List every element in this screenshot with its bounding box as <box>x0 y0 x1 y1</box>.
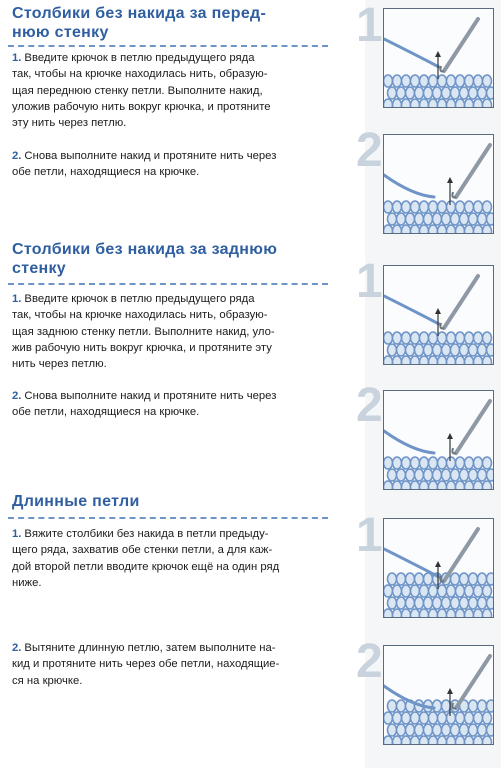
step-number: 1. <box>12 528 22 540</box>
step-text-line: Введите крючок в петлю предыдущего ряда <box>24 52 255 64</box>
step-text-line: эту нить через петлю. <box>12 117 127 130</box>
figure-number: 2 <box>356 124 383 177</box>
section-divider <box>8 283 328 285</box>
step-number: 2. <box>12 150 22 162</box>
crochet-drawing <box>384 266 493 364</box>
step-text-line: ся на крючке. <box>12 674 83 687</box>
section-title-front-loop <box>12 4 266 42</box>
section-title-line: Столбики без накида за перед- <box>12 5 267 22</box>
step-text-line: ниже. <box>12 576 42 589</box>
step-text-line: Снова выполните накид и протяните нить через <box>24 390 277 402</box>
step-number: 1. <box>12 293 22 305</box>
step-text-line: дой второй петли вводите крючок ещё на один ряд <box>12 560 280 573</box>
step-text-line <box>12 388 317 404</box>
crochet-drawing <box>384 391 493 489</box>
section-divider <box>8 517 328 519</box>
step-2-text <box>12 148 317 181</box>
step-1-text <box>12 291 317 372</box>
step-text-line: кид и протяните нить через обе петли, находящие- <box>12 658 280 671</box>
step-text-line: уложив рабочую нить вокруг крючка, и протяните <box>12 100 271 113</box>
section-title-back-loop <box>12 240 277 278</box>
figure-number: 1 <box>356 255 383 308</box>
step-1-text <box>12 50 317 131</box>
step-text-line <box>12 640 317 656</box>
crochet-illustration <box>383 8 494 108</box>
step-text-line: так, чтобы на крючке находилась нить, образую- <box>12 309 268 322</box>
section-title-line: нюю стенку <box>12 24 109 41</box>
step-text-line: Вытяните длинную петлю, затем выполните на- <box>24 642 276 654</box>
crochet-illustration <box>383 518 494 618</box>
step-text-line: щего ряда, захватив обе стенки петли, а для каж- <box>12 544 273 557</box>
step-text-line: обе петли, находящиеся на крючке. <box>12 406 200 419</box>
step-2-text <box>12 388 317 421</box>
step-1-text <box>12 526 317 591</box>
section-title-long-loops <box>12 492 140 511</box>
step-number: 2. <box>12 642 22 654</box>
step-text-line: Введите крючок в петлю предыдущего ряда <box>24 293 255 305</box>
step-text-line <box>12 50 317 66</box>
crochet-illustration <box>383 265 494 365</box>
figure-number: 1 <box>356 509 383 562</box>
step-number: 1. <box>12 52 22 64</box>
crochet-drawing <box>384 646 493 744</box>
step-number: 2. <box>12 390 22 402</box>
step-2-text <box>12 640 317 689</box>
section-title-line: стенку <box>12 260 67 277</box>
step-text-line: щая заднюю стенку петли. Выполните накид, уло- <box>12 325 275 338</box>
step-text-line: Вяжите столбики без накида в петли предыду- <box>24 528 269 540</box>
step-text-line: жив рабочую нить вокруг крючка, и протяните эту <box>12 341 272 354</box>
crochet-drawing <box>384 135 493 233</box>
step-text-line <box>12 526 317 542</box>
section-title-line: Длинные петли <box>12 493 140 510</box>
crochet-drawing <box>384 519 493 617</box>
section-title-line: Столбики без накида за заднюю <box>12 241 278 258</box>
crochet-illustration <box>383 645 494 745</box>
crochet-illustration <box>383 134 494 234</box>
step-text-line <box>12 148 317 164</box>
step-text-line: так, чтобы на крючке находилась нить, образую- <box>12 68 268 81</box>
figure-number: 1 <box>356 0 383 52</box>
step-text-line: щая переднюю стенку петли. Выполните накид, <box>12 84 263 97</box>
step-text-line: Снова выполните накид и протяните нить через <box>24 150 277 162</box>
crochet-drawing <box>384 9 493 107</box>
step-text-line: нить через петлю. <box>12 358 107 371</box>
figure-number: 2 <box>356 379 383 432</box>
crochet-illustration <box>383 390 494 490</box>
step-text-line <box>12 291 317 307</box>
section-divider <box>8 45 328 47</box>
figure-number: 2 <box>356 635 383 688</box>
step-text-line: обе петли, находящиеся на крючке. <box>12 166 200 179</box>
